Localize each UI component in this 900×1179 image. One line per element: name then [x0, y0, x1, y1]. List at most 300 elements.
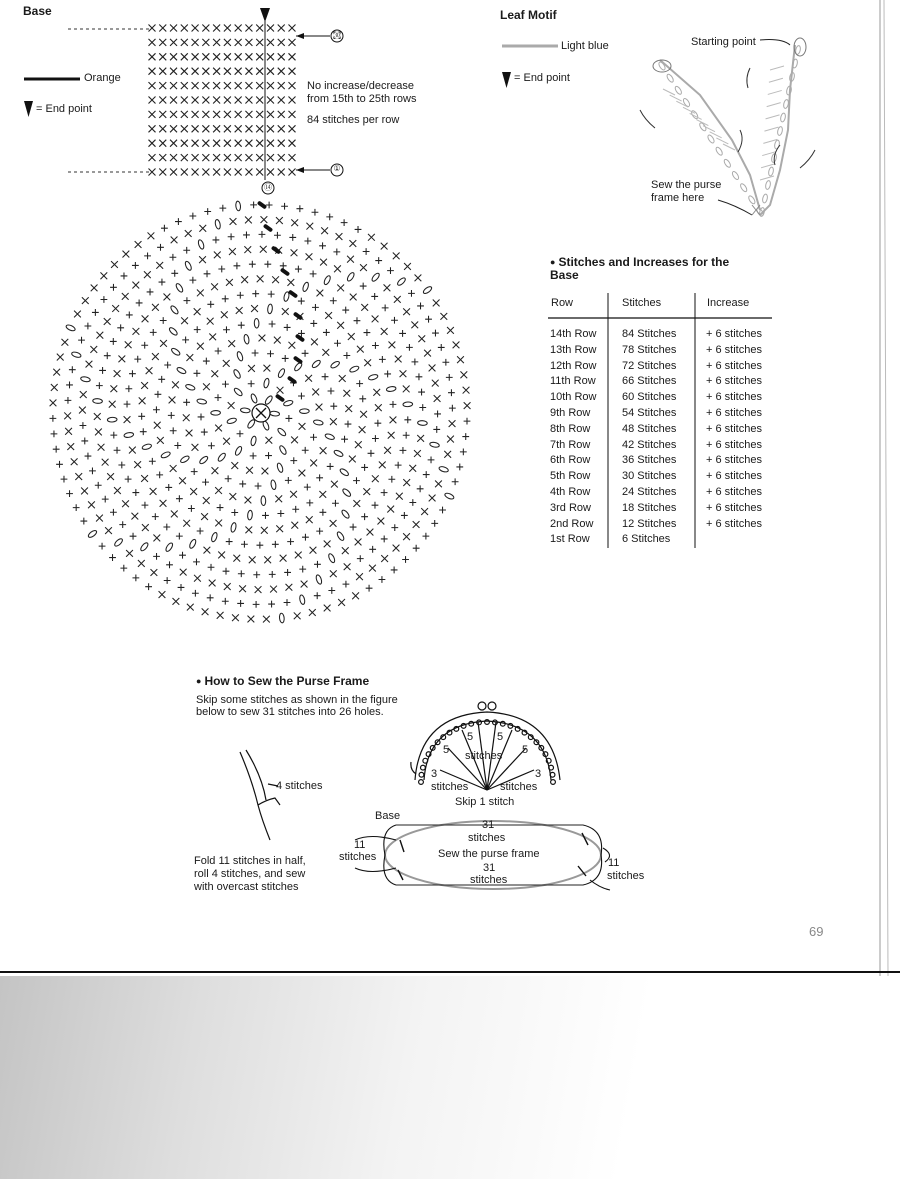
plus-stitch — [160, 317, 167, 324]
x-stitch — [170, 68, 177, 75]
plus-stitch — [243, 232, 250, 239]
plus-stitch — [266, 202, 273, 209]
chain-stitch — [267, 304, 273, 314]
plus-stitch — [157, 244, 164, 251]
plus-stitch — [125, 476, 132, 483]
plus-stitch — [354, 317, 361, 324]
x-stitch — [224, 140, 231, 147]
plus-stitch — [422, 533, 429, 540]
x-stitch — [344, 563, 351, 570]
x-stitch — [172, 598, 179, 605]
plus-stitch — [296, 205, 303, 212]
x-stitch — [105, 527, 112, 534]
clasp-5-right-top: 5 — [497, 731, 504, 743]
x-stitch — [360, 411, 367, 418]
x-stitch — [192, 25, 199, 32]
plus-stitch — [375, 257, 382, 264]
x-stitch — [277, 387, 284, 394]
x-stitch — [414, 450, 421, 457]
plus-stitch — [449, 405, 456, 412]
clasp-5-left-top: 5 — [467, 731, 474, 743]
x-stitch — [289, 97, 296, 104]
leaf-fringe — [770, 66, 784, 70]
x-stitch — [61, 339, 68, 346]
x-stitch — [348, 333, 355, 340]
plus-stitch — [372, 502, 379, 509]
x-stitch — [181, 39, 188, 46]
x-stitch — [159, 53, 166, 60]
table-cell: 10th Row — [550, 391, 597, 404]
x-stitch — [299, 470, 306, 477]
table-column-row — [550, 327, 596, 548]
x-stitch — [325, 312, 332, 319]
x-stitch — [211, 370, 218, 377]
x-stitch — [122, 251, 129, 258]
x-stitch — [53, 369, 60, 376]
clasp-stitches-right: stitches — [500, 781, 538, 793]
plus-stitch — [125, 385, 132, 392]
plus-stitch — [382, 304, 389, 311]
plus-stitch — [304, 484, 311, 491]
x-stitch — [192, 154, 199, 161]
plus-stitch — [272, 541, 279, 548]
x-stitch — [368, 234, 375, 241]
plus-stitch — [56, 461, 63, 468]
light-blue-legend-label: Light blue — [561, 40, 609, 52]
plus-stitch — [364, 329, 371, 336]
table-cell: + 6 stitches — [706, 470, 762, 483]
x-stitch — [152, 304, 159, 311]
table-cell: 6th Row — [550, 454, 591, 467]
leaf-chain-stitch — [666, 73, 675, 83]
plus-stitch — [130, 533, 137, 540]
x-stitch — [213, 154, 220, 161]
plus-stitch — [53, 446, 60, 453]
plus-stitch — [201, 429, 208, 436]
x-stitch — [118, 356, 125, 363]
x-stitch — [280, 555, 287, 562]
x-stitch — [149, 111, 156, 118]
plus-stitch — [256, 542, 263, 549]
leaf-chain-stitch — [731, 171, 740, 181]
leaf-fringe — [766, 115, 780, 119]
x-stitch — [291, 219, 298, 226]
leaf-fringe — [769, 78, 783, 82]
orange-legend-label: Orange — [84, 72, 121, 84]
leaf-chain-stitch — [707, 134, 716, 144]
x-stitch — [82, 297, 89, 304]
x-stitch — [418, 335, 425, 342]
plus-stitch — [142, 502, 149, 509]
chain-stitch — [429, 442, 439, 448]
x-stitch — [224, 25, 231, 32]
chain-stitch — [142, 443, 153, 450]
x-stitch — [215, 487, 222, 494]
chain-stitch — [386, 386, 396, 392]
plus-stitch — [119, 521, 126, 528]
plus-stitch — [411, 358, 418, 365]
plus-stitch — [161, 225, 168, 232]
x-stitch — [125, 341, 132, 348]
x-stitch — [375, 404, 382, 411]
plus-stitch — [165, 484, 172, 491]
starting-point-leader — [760, 40, 790, 45]
plus-stitch — [252, 290, 259, 297]
leaf-chain-stitch — [780, 113, 786, 123]
clasp-3-right: 3 — [535, 768, 542, 780]
plus-stitch — [231, 509, 238, 516]
x-stitch — [289, 53, 296, 60]
plus-stitch — [302, 447, 309, 454]
x-stitch — [199, 256, 206, 263]
plus-stitch — [237, 600, 244, 607]
x-stitch — [141, 382, 148, 389]
x-stitch — [235, 125, 242, 132]
plus-stitch — [416, 373, 423, 380]
chain-stitch — [371, 272, 381, 282]
plus-stitch — [110, 509, 117, 516]
x-stitch — [67, 443, 74, 450]
chain-stitch — [346, 272, 355, 283]
plus-stitch — [163, 524, 170, 531]
plus-stitch — [250, 201, 257, 208]
x-stitch — [79, 407, 86, 414]
plus-stitch — [409, 499, 416, 506]
x-stitch — [149, 140, 156, 147]
x-stitch — [247, 616, 254, 623]
plus-stitch — [456, 464, 463, 471]
plus-stitch — [219, 205, 226, 212]
plus-stitch — [282, 355, 289, 362]
x-stitch — [278, 154, 285, 161]
x-stitch — [181, 154, 188, 161]
table-cell: 5th Row — [550, 470, 591, 483]
chain-stitch — [165, 542, 174, 553]
purse-frame-title: ● How to Sew the Purse Frame — [196, 674, 369, 688]
note-stitches: 84 stitches per row — [307, 114, 400, 126]
x-stitch — [209, 580, 216, 587]
plus-stitch — [168, 412, 175, 419]
x-stitch — [183, 414, 190, 421]
x-stitch — [403, 386, 410, 393]
chain-stitch — [302, 282, 310, 293]
chain-stitch — [93, 398, 103, 403]
plus-stitch — [239, 481, 246, 488]
plus-stitch — [80, 422, 87, 429]
x-stitch — [202, 140, 209, 147]
plus-stitch — [152, 513, 159, 520]
binding-edge-line-2 — [884, 0, 888, 976]
x-stitch — [289, 39, 296, 46]
table-cell: + 6 stitches — [706, 454, 762, 467]
orange-dash — [257, 200, 267, 209]
chain-stitch — [211, 532, 219, 543]
x-stitch — [334, 265, 341, 272]
x-stitch — [224, 68, 231, 75]
x-stitch — [170, 125, 177, 132]
plus-stitch — [374, 420, 381, 427]
plus-stitch — [408, 290, 415, 297]
leaf-motif-title: Leaf Motif — [500, 8, 557, 22]
plus-stitch — [80, 518, 87, 525]
plus-stitch — [328, 587, 335, 594]
plus-stitch — [462, 433, 469, 440]
plus-stitch — [343, 581, 350, 588]
x-stitch — [159, 82, 166, 89]
table-cell: + 6 stitches — [706, 517, 762, 530]
x-stitch — [75, 473, 82, 480]
x-stitch — [202, 68, 209, 75]
x-stitch — [278, 169, 285, 176]
x-stitch — [239, 585, 246, 592]
chain-stitch — [328, 553, 336, 564]
plus-stitch — [228, 233, 235, 240]
x-stitch — [187, 604, 194, 611]
x-stitch — [395, 356, 402, 363]
plus-stitch — [341, 436, 348, 443]
leaf-fringe — [764, 127, 778, 131]
plus-stitch — [169, 254, 176, 261]
x-stitch — [289, 125, 296, 132]
plus-stitch — [460, 448, 467, 455]
plus-stitch — [248, 380, 255, 387]
x-stitch — [109, 401, 116, 408]
table-cell: + 6 stitches — [706, 375, 762, 388]
plus-stitch — [237, 292, 244, 299]
table-cell: + 6 stitches — [706, 328, 762, 340]
table-cell: 54 Stitches — [622, 406, 677, 419]
x-stitch — [180, 569, 187, 576]
leaf-end-point-triangle — [502, 72, 511, 88]
x-stitch — [263, 365, 270, 372]
x-stitch — [306, 223, 313, 230]
x-stitch — [131, 513, 138, 520]
plus-stitch — [353, 477, 360, 484]
plus-stitch — [319, 509, 326, 516]
x-stitch — [411, 321, 418, 328]
plus-stitch — [249, 261, 256, 268]
x-stitch — [309, 609, 316, 616]
x-stitch — [211, 283, 218, 290]
x-stitch — [142, 315, 149, 322]
x-stitch — [202, 125, 209, 132]
left-11-stitches: stitches — [339, 851, 377, 863]
x-stitch — [181, 140, 188, 147]
x-stitch — [276, 525, 283, 532]
plus-stitch — [448, 389, 455, 396]
x-stitch — [129, 447, 136, 454]
x-stitch — [213, 68, 220, 75]
plus-stitch — [145, 583, 152, 590]
x-stitch — [249, 556, 256, 563]
chain-stitch — [254, 318, 259, 328]
plus-stitch — [327, 463, 334, 470]
table-cell: 4th Row — [550, 485, 591, 498]
plus-stitch — [170, 427, 177, 434]
x-stitch — [460, 371, 467, 378]
x-stitch — [192, 39, 199, 46]
plus-stitch — [439, 507, 446, 514]
x-stitch — [449, 420, 456, 427]
table-cell: 72 Stitches — [622, 359, 677, 372]
plus-stitch — [428, 456, 435, 463]
plus-stitch — [73, 504, 80, 511]
table-cell: 6 Stitches — [622, 533, 671, 546]
chain-stitch — [180, 455, 191, 464]
x-stitch — [224, 169, 231, 176]
table-cell: 12 Stitches — [622, 517, 677, 530]
x-stitch — [192, 82, 199, 89]
x-stitch — [224, 97, 231, 104]
x-stitch — [213, 140, 220, 147]
x-stitch — [124, 416, 131, 423]
chain-stitch — [263, 378, 270, 388]
chain-stitch — [276, 462, 284, 473]
plus-stitch — [391, 317, 398, 324]
x-stitch — [447, 436, 454, 443]
plus-stitch — [285, 415, 292, 422]
x-stitch — [457, 356, 464, 363]
x-stitch — [245, 111, 252, 118]
x-stitch — [413, 521, 420, 528]
x-stitch — [228, 340, 235, 347]
x-stitch — [185, 230, 192, 237]
x-stitch — [319, 491, 326, 498]
leaf-fringe — [716, 138, 728, 144]
x-stitch — [400, 370, 407, 377]
orange-dash — [263, 223, 273, 232]
x-stitch — [233, 555, 240, 562]
plus-stitch — [176, 495, 183, 502]
plus-stitch — [126, 312, 133, 319]
plus-stitch — [419, 404, 426, 411]
plus-stitch — [140, 428, 147, 435]
x-stitch — [235, 154, 242, 161]
table-cell — [706, 532, 762, 548]
x-stitch — [289, 68, 296, 75]
x-stitch — [267, 169, 274, 176]
x-stitch — [159, 39, 166, 46]
plus-stitch — [345, 421, 352, 428]
clasp-5-right: 5 — [522, 744, 529, 756]
plus-stitch — [183, 399, 190, 406]
plus-stitch — [262, 512, 269, 519]
x-stitch — [157, 437, 164, 444]
sew-here-leader — [718, 200, 752, 215]
stitch-table-title-2: Base — [550, 268, 579, 282]
x-stitch — [435, 480, 442, 487]
plus-stitch — [118, 462, 125, 469]
chain-stitch — [339, 468, 349, 477]
x-stitch — [228, 402, 235, 409]
plus-stitch — [277, 510, 284, 517]
x-stitch — [361, 304, 368, 311]
x-stitch — [267, 125, 274, 132]
row25-label: ㉊ — [333, 31, 341, 40]
plus-stitch — [171, 270, 178, 277]
rectangle-x-stitches — [149, 25, 296, 176]
plus-stitch — [381, 489, 388, 496]
base-title: Base — [23, 4, 52, 18]
plus-stitch — [310, 270, 317, 277]
plus-stitch — [81, 438, 88, 445]
x-stitch — [372, 316, 379, 323]
x-stitch — [213, 111, 220, 118]
plus-stitch — [189, 213, 196, 220]
x-stitch — [202, 53, 209, 60]
chain-stitch — [438, 466, 449, 473]
x-stitch — [149, 125, 156, 132]
plus-stitch — [355, 226, 362, 233]
plus-stitch — [213, 237, 220, 244]
x-stitch — [316, 404, 323, 411]
chain-stitch — [277, 368, 286, 379]
x-stitch — [444, 451, 451, 458]
chain-stitch — [444, 492, 455, 500]
x-stitch — [148, 232, 155, 239]
x-stitch — [181, 125, 188, 132]
x-stitch — [197, 290, 204, 297]
plus-stitch — [92, 309, 99, 316]
x-stitch — [146, 367, 153, 374]
chain-stitch — [184, 261, 192, 272]
plus-stitch — [215, 348, 222, 355]
plus-stitch — [208, 564, 215, 571]
plus-stitch — [384, 371, 391, 378]
note-line-1: No increase/decrease — [307, 80, 415, 92]
x-stitch — [212, 467, 219, 474]
x-stitch — [311, 338, 318, 345]
x-stitch — [267, 97, 274, 104]
frame-hole — [421, 765, 426, 770]
x-stitch — [291, 249, 298, 256]
plus-stitch — [381, 536, 388, 543]
row15-arrow-head — [296, 167, 304, 173]
orange-dash — [280, 267, 290, 276]
plus-stitch — [356, 380, 363, 387]
table-cell: + 6 stitches — [706, 343, 762, 356]
x-stitch — [262, 468, 269, 475]
plus-stitch — [310, 434, 317, 441]
x-stitch — [90, 346, 97, 353]
plus-stitch — [281, 203, 288, 210]
plus-stitch — [417, 303, 424, 310]
plus-stitch — [298, 393, 305, 400]
x-stitch — [338, 599, 345, 606]
x-stitch — [214, 252, 221, 259]
x-stitch — [330, 520, 337, 527]
starting-point-label: Starting point — [691, 36, 756, 48]
x-stitch — [150, 488, 157, 495]
x-stitch — [202, 82, 209, 89]
x-stitch — [245, 497, 252, 504]
leaf-fringe — [723, 144, 735, 150]
x-stitch — [159, 169, 166, 176]
plus-stitch — [372, 435, 379, 442]
x-stitch — [424, 350, 431, 357]
plus-stitch — [319, 242, 326, 249]
x-stitch — [181, 25, 188, 32]
plus-stitch — [158, 376, 165, 383]
x-stitch — [201, 513, 208, 520]
plus-stitch — [78, 337, 85, 344]
table-cell: 7th Row — [550, 438, 591, 451]
plus-stitch — [268, 291, 275, 298]
x-stitch — [259, 335, 266, 342]
x-stitch — [213, 97, 220, 104]
x-stitch — [245, 125, 252, 132]
x-stitch — [256, 111, 263, 118]
